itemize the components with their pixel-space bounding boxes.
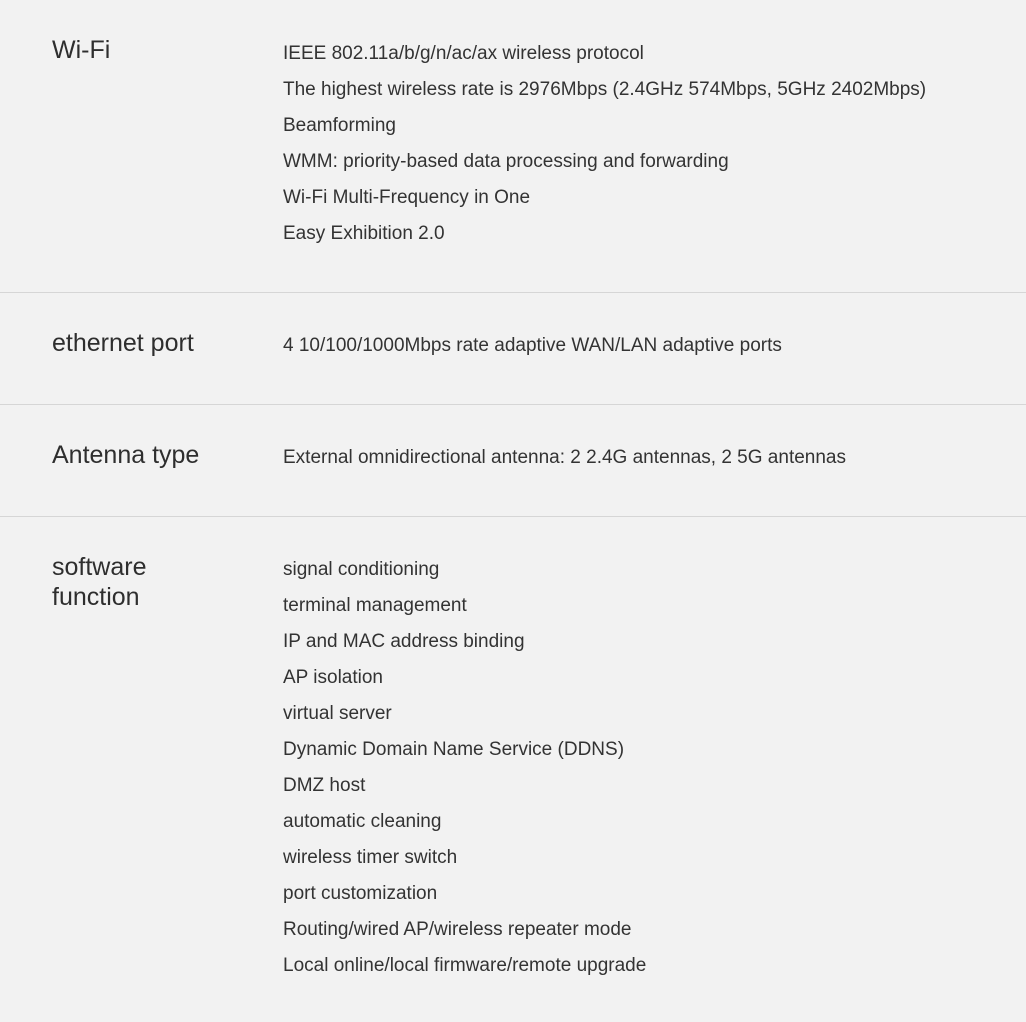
spec-item: Beamforming <box>283 115 396 136</box>
spec-item: Local online/local firmware/remote upgrade <box>283 955 647 976</box>
spec-section-antenna-type <box>0 405 1026 517</box>
spec-item: 4 10/100/1000Mbps rate adaptive WAN/LAN adaptive ports <box>283 335 782 356</box>
spec-item: IP and MAC address binding <box>283 631 525 652</box>
section-items <box>283 440 846 476</box>
spec-item: IEEE 802.11a/b/g/n/ac/ax wireless protocol <box>283 43 644 64</box>
spec-item: The highest wireless rate is 2976Mbps (2.4GHz 574Mbps, 5GHz 2402Mbps) <box>283 79 927 100</box>
spec-item: AP isolation <box>283 667 383 688</box>
section-title: software function <box>52 553 147 611</box>
spec-section-ethernet-port <box>0 293 1026 405</box>
spec-item: Easy Exhibition 2.0 <box>283 223 445 244</box>
spec-item: Routing/wired AP/wireless repeater mode <box>283 919 632 940</box>
spec-item: virtual server <box>283 703 392 724</box>
spec-item: wireless timer switch <box>283 847 458 868</box>
spec-item: External omnidirectional antenna: 2 2.4G antennas, 2 5G antennas <box>283 447 846 468</box>
spec-section-software-function <box>0 517 1026 1022</box>
spec-item: Dynamic Domain Name Service (DDNS) <box>283 739 625 760</box>
spec-item: automatic cleaning <box>283 811 442 832</box>
spec-item: terminal management <box>283 595 467 616</box>
spec-item: signal conditioning <box>283 559 440 580</box>
section-items <box>283 328 782 364</box>
spec-item: port customization <box>283 883 438 904</box>
section-title: Antenna type <box>52 441 200 469</box>
spec-item: DMZ host <box>283 775 366 796</box>
spec-item: Wi-Fi Multi-Frequency in One <box>283 187 531 208</box>
spec-item: WMM: priority-based data processing and forwarding <box>283 151 729 172</box>
section-items <box>283 552 646 984</box>
spec-section-wifi <box>0 0 1026 293</box>
section-items <box>283 36 926 252</box>
section-title: Wi-Fi <box>52 36 111 64</box>
section-title: ethernet port <box>52 329 194 357</box>
